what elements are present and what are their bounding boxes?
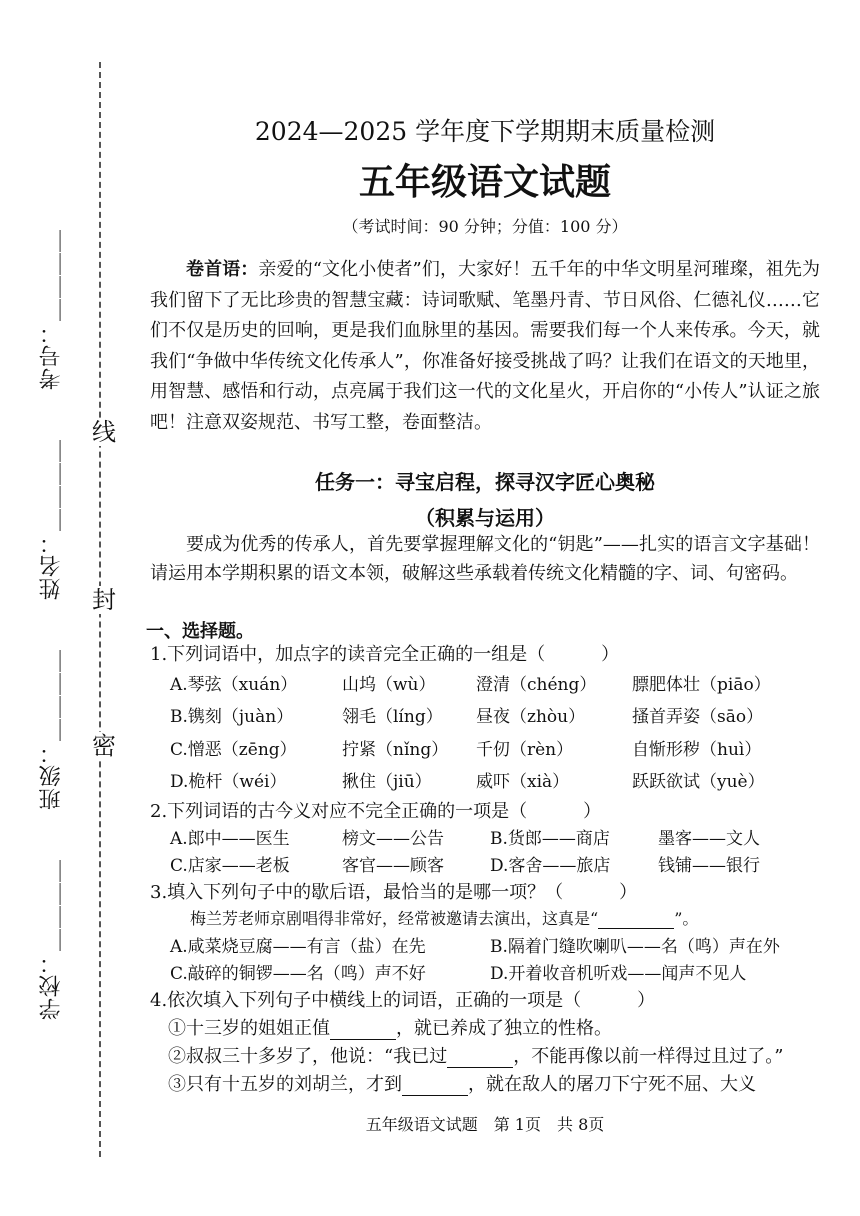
option-cell: D.开着收音机听戏——闻声不见人 [490, 964, 747, 984]
question-2-text: 2.下列词语的古今义对应不完全正确的一项是（ [150, 801, 528, 822]
option-cell: D.桅杆（wéi） [170, 772, 287, 792]
exam-main-title: 五年级语文试题 [358, 162, 611, 203]
q4-blank-2[interactable] [447, 1049, 513, 1068]
option-cell: 膘肥体壮（piāo） [632, 675, 771, 695]
exam-no-field: 考号：＿＿＿＿ [39, 229, 64, 390]
option-cell: 千仞（rèn） [476, 740, 574, 760]
option-cell: A.咸菜烧豆腐——有言（盐）在先 [170, 937, 426, 957]
school-field: 学校：＿＿＿＿ [39, 859, 64, 1020]
option-cell: 搔首弄姿（sāo） [632, 707, 764, 727]
option-cell: C.店家——老板 [170, 856, 290, 876]
option-cell: 昼夜（zhòu） [476, 707, 586, 727]
question-3-stem [150, 878, 637, 904]
option-cell: 钱铺——银行 [658, 856, 760, 876]
option-cell: 客官——顾客 [342, 856, 444, 876]
option-cell: A.郎中——医生 [170, 829, 290, 849]
option-cell: C.憎恶（zēng） [170, 740, 297, 760]
question-1-text: 1.下列词语中，加点字的读音完全正确的一组是（ [150, 644, 546, 665]
option-cell: 揪住（jiū） [342, 772, 432, 792]
option-cell: B.镌刻（juàn） [170, 707, 294, 727]
seal-mark-feng: 封 [84, 586, 124, 614]
option-cell: 澄清（chéng） [476, 675, 597, 695]
preface-text: 亲爱的“文化小使者”们，大家好！五千年的中华文明星河璀璨，祖先为我们留下了无比珍贵的智慧宝藏：诗词歌赋、笔墨丹青、节日风俗、仁德礼仪……它们不仅是历史的回响，更是我们血脉里的基因。需要我们每一个人来传承。今天，就我们“争做中华传统文化传承人”，你准备好接受挑战了吗？让我们在语文的天地里，用智慧、感悟和行动，点亮属于我们这一代的文化星火，开启你的“小传人”认证之旅吧！注意双姿规范、书写工整，卷面整洁。 [150, 259, 821, 433]
q4-s2-end: ，不能再像以前一样得过且过了。” [513, 1046, 784, 1067]
question-4-text: 4.依次填入下列句子中横线上的词语，正确的一项是（ [150, 990, 582, 1011]
q3-sentence-start: 梅兰芳老师京剧唱得非常好，经常被邀请去演出，这真是“ [190, 909, 599, 928]
option-cell: 拧紧（nǐng） [342, 740, 449, 760]
q3-sentence-end: ”。 [674, 909, 699, 928]
question-1-close: ） [601, 644, 620, 665]
task1-subtitle: （积累与运用） [415, 506, 555, 530]
option-cell: 榜文——公告 [342, 829, 444, 849]
exam-period-title: 2024—2025 学年度下学期期末质量检测 [254, 117, 716, 146]
exam-info: （考试时间：90 分钟；分值：100 分） [342, 217, 628, 236]
option-cell: B.货郎——商店 [490, 829, 610, 849]
task1-title: 任务一：寻宝启程，探寻汉字匠心奥秘 [315, 470, 655, 494]
page-footer: 五年级语文试题 第 1页 共 8页 [365, 1115, 605, 1134]
q1-option-row [170, 670, 820, 694]
q4-s3-end: ，就在敌人的屠刀下宁死不屈、大义 [468, 1074, 756, 1095]
option-cell: 威吓（xià） [476, 772, 570, 792]
q2-option-row [170, 824, 820, 848]
question-4-close: ） [637, 990, 656, 1011]
q2-option-row [170, 851, 820, 875]
option-cell: 墨客——文人 [658, 829, 760, 849]
preface-paragraph [150, 255, 820, 438]
name-label: 姓名： [39, 531, 64, 600]
school-label: 学校： [39, 951, 64, 1020]
question-4-sentence-2 [168, 1042, 783, 1068]
question-2-stem [150, 797, 601, 823]
q4-blank-1[interactable] [330, 1021, 396, 1040]
task1-intro: 要成为优秀的传承人，首先要掌握理解文化的“钥匙”——扎实的语言文字基础！请运用本学期积累的语文本领，破解这些承载着传统文化精髓的字、词、句密码。 [150, 534, 820, 584]
question-3-sentence [190, 906, 698, 929]
question-4-stem [150, 986, 655, 1012]
option-cell: C.敲碎的铜锣——名（鸣）声不好 [170, 964, 426, 984]
option-cell: 山坞（wù） [342, 675, 436, 695]
class-field: 班级：＿＿＿＿ [39, 649, 64, 810]
option-cell: 自惭形秽（huì） [632, 740, 762, 760]
seal-mark-xian: 线 [84, 418, 124, 446]
q3-option-row [170, 932, 820, 956]
q4-s1-start: ①十三岁的姐姐正值 [168, 1018, 330, 1039]
q4-s3-start: ③只有十五岁的刘胡兰，才到 [168, 1074, 402, 1095]
q4-s2-start: ②叔叔三十多岁了，他说：“我已过 [168, 1046, 448, 1067]
question-4-sentence-1 [168, 1014, 612, 1040]
section-heading: 一、选择题。 [146, 621, 254, 642]
preface-label: 卷首语： [186, 259, 259, 280]
option-cell: A.琴弦（xuán） [170, 675, 298, 695]
option-cell: 跃跃欲试（yuè） [632, 772, 765, 792]
question-4-sentence-3 [168, 1070, 756, 1096]
q4-s1-end: ，就已养成了独立的性格。 [396, 1018, 612, 1039]
option-cell: B.隔着门缝吹喇叭——名（鸣）声在外 [490, 937, 780, 957]
option-cell: D.客舍——旅店 [490, 856, 611, 876]
option-cell: 翎毛（líng） [342, 707, 443, 727]
class-label: 班级： [39, 741, 64, 810]
question-3-close: ） [619, 882, 638, 903]
seal-mark-mi: 密 [84, 732, 124, 760]
question-1-stem [150, 640, 619, 666]
question-2-close: ） [583, 801, 602, 822]
q4-blank-3[interactable] [402, 1077, 468, 1096]
q3-option-row [170, 959, 820, 983]
exam-no-label: 考号： [39, 321, 64, 390]
name-field: 姓名：＿＿＿＿ [39, 439, 64, 600]
q3-fill-blank[interactable] [598, 910, 674, 929]
question-3-text: 3.填入下列句子中的歇后语，最恰当的是哪一项？（ [150, 882, 564, 903]
q1-option-row [170, 767, 820, 791]
q1-option-row [170, 702, 820, 726]
q1-option-row [170, 735, 820, 759]
